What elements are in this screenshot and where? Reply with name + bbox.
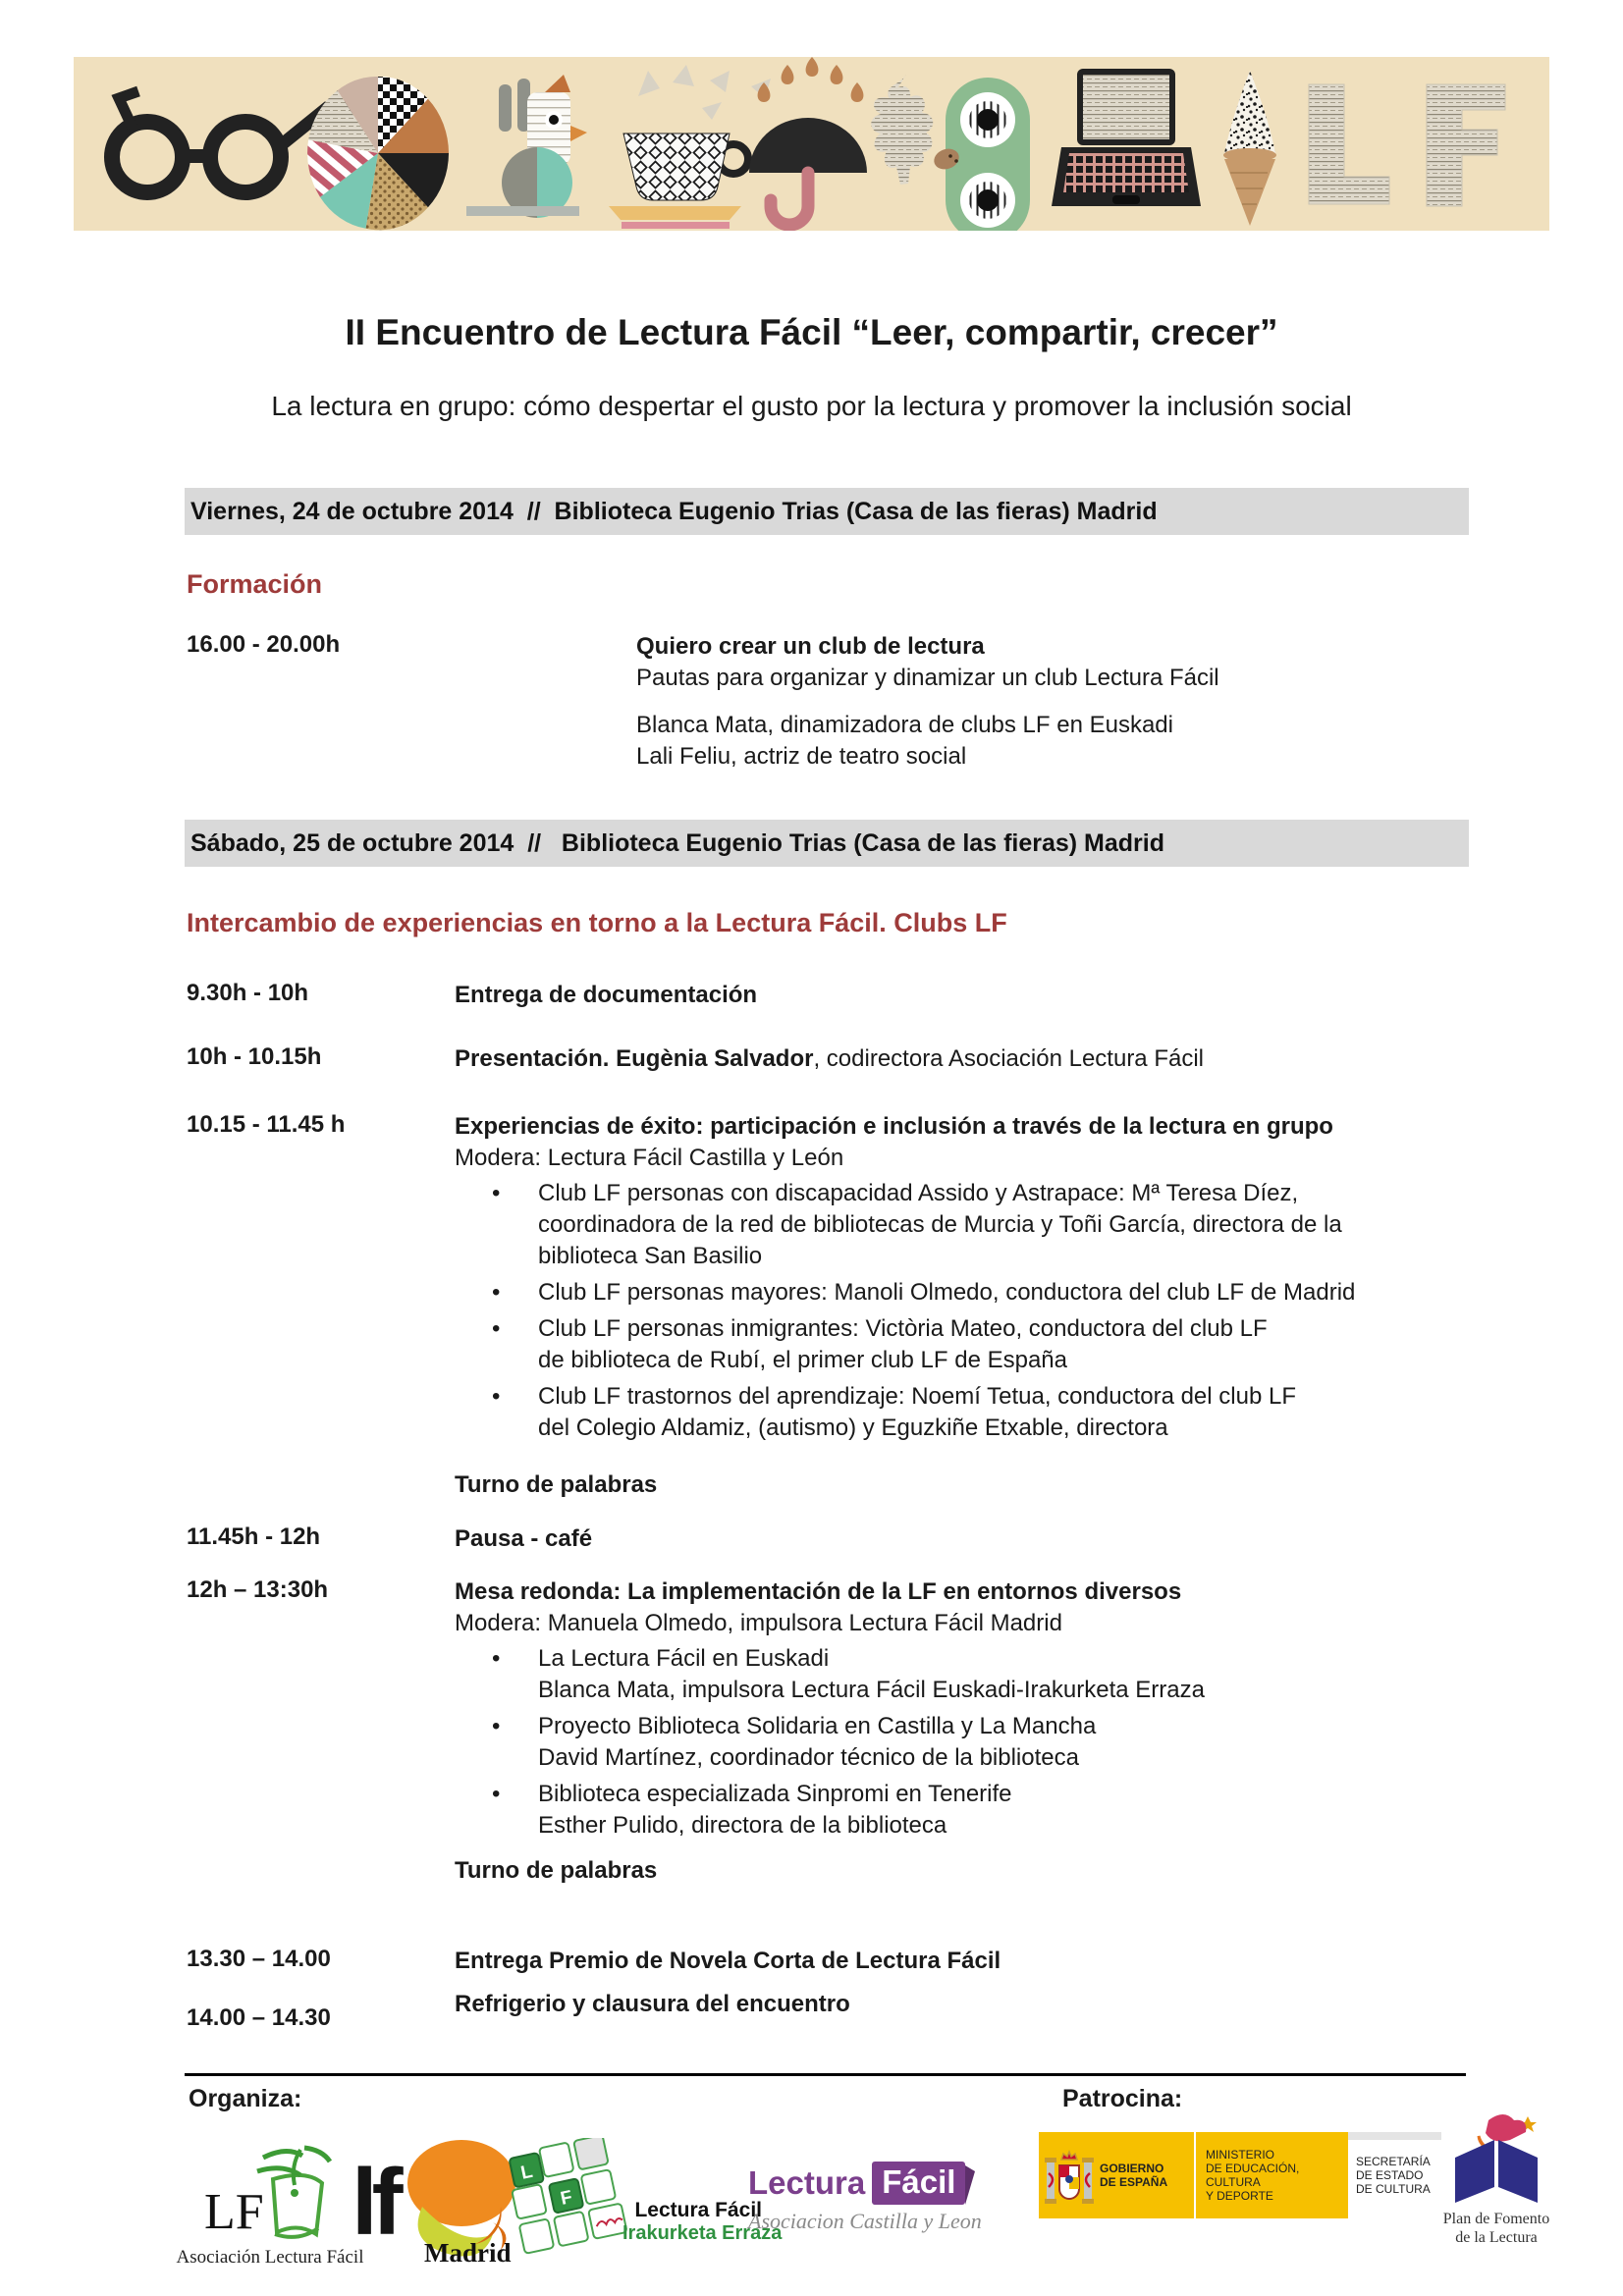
gobierno-line2: DE ESPAÑA (1100, 2175, 1168, 2189)
secretaria-line3: DE CULTURA (1356, 2182, 1431, 2196)
list-item: • Club LF personas con discapacidad Assido y Astrapace: Mª Teresa Díez, (455, 1178, 1355, 1209)
ministerio-line1: MINISTERIO (1206, 2148, 1275, 2162)
logo-lectura-facil-castilla-leon (748, 2162, 982, 2234)
session-time: 13.30 – 14.00 (187, 1946, 331, 1972)
secretaria-line2: DE ESTADO (1356, 2168, 1424, 2182)
leaf-icon (871, 75, 933, 185)
ministerio-section (1196, 2132, 1348, 2218)
logo-gobierno-espana (1039, 2132, 1441, 2218)
list-item-continuation: David Martínez, coordinador técnico de la biblioteca (538, 1744, 1079, 1771)
session-bullet-list (455, 1643, 1205, 1842)
session-speaker: Blanca Mata, dinamizadora de clubs LF en Euskadi (636, 712, 1173, 738)
cyl-word-facil-box (872, 2162, 965, 2205)
session-closing: Turno de palabras (455, 1857, 658, 1884)
list-item: • Biblioteca especializada Sinpromi en Tenerife (455, 1779, 1205, 1810)
mask-icon (931, 78, 1030, 231)
cyl-word-facil: Fácil (882, 2163, 956, 2200)
key-letter-f: F (559, 2186, 574, 2210)
session-closing: Turno de palabras (455, 1471, 658, 1498)
session-description (636, 631, 1219, 773)
session-title: Mesa redonda: La implementación de la LF en entornos diversos (455, 1578, 1182, 1605)
session-title-bold: Presentación. Eugènia Salvador (455, 1045, 814, 1072)
session-title: Quiero crear un club de lectura (636, 633, 985, 660)
collage-banner (74, 57, 1549, 231)
logo-lectura-facil-madrid (346, 2136, 532, 2269)
session-title: Entrega de documentación (455, 982, 758, 1008)
madrid-monogram: lf (352, 2150, 398, 2255)
gobierno-line1: GOBIERNO (1100, 2162, 1164, 2175)
list-item-continuation: Blanca Mata, impulsora Lectura Fácil Euskadi-Irakurketa Erraza (538, 1677, 1205, 1703)
list-item: • Club LF trastornos del aprendizaje: Noemí Tetua, conductora del club LF (455, 1381, 1355, 1413)
session-title-rest: , codirectora Asociación Lectura Fácil (813, 1045, 1204, 1072)
list-item-continuation: de biblioteca de Rubí, el primer club LF de España (538, 1347, 1067, 1373)
list-item: • La Lectura Fácil en Euskadi (455, 1643, 1205, 1675)
pie-chart-icon (307, 77, 449, 230)
section-heading-formacion: Formación (187, 569, 323, 599)
session-time: 12h – 13:30h (187, 1576, 329, 1603)
session-description (455, 980, 757, 1011)
session-title: Refrigerio y clausura del encuentro (455, 1991, 850, 2017)
cyl-caption: Asociacion Castilla y Leon (748, 2209, 982, 2233)
ice-cream-icon (1223, 71, 1276, 226)
ministerio-line2: DE EDUCACIÓN, CULTURA (1206, 2162, 1300, 2189)
key-letter-l: L (518, 2161, 535, 2184)
spain-coat-of-arms-icon (1045, 2144, 1094, 2207)
plan-caption-line1: Plan de Fomento (1442, 2211, 1550, 2227)
collage-banner-art (74, 57, 1549, 231)
session-moderator: Modera: Lectura Fácil Castilla y León (455, 1145, 844, 1171)
date-bar-day2: Sábado, 25 de octubre 2014 // Biblioteca Eugenio Trias (Casa de las fieras) Madrid (185, 820, 1469, 867)
session-time: 10h - 10.15h (187, 1043, 322, 1070)
session-speaker: Lali Feliu, actriz de teatro social (636, 743, 967, 770)
list-item: • Club LF personas mayores: Manoli Olmedo, conductora del club LF de Madrid (455, 1277, 1355, 1308)
session-bullet-list (455, 1178, 1355, 1444)
madrid-caption: Madrid (424, 2238, 512, 2268)
session-time: 9.30h - 10h (187, 980, 309, 1006)
session-time: 11.45h - 12h (187, 1523, 321, 1550)
session-description (455, 1989, 850, 2020)
irakurketa-caption-line1: Lectura Fácil (634, 2199, 762, 2221)
alf-book-outline (273, 2175, 322, 2234)
footer-divider (185, 2073, 1466, 2076)
session-description (455, 1111, 1355, 1501)
session-moderator: Modera: Manuela Olmedo, impulsora Lectura Fácil Madrid (455, 1610, 1062, 1636)
newspaper-letters-lf-icon (1309, 84, 1505, 206)
session-description (455, 1043, 1204, 1075)
list-item-continuation: del Colegio Aldamiz, (autismo) y Eguzkiñe Etxable, directora (538, 1415, 1168, 1441)
laptop-icon (1052, 69, 1201, 206)
session-time: 16.00 - 20.00h (187, 631, 341, 658)
session-description (455, 1946, 1001, 1977)
list-item-continuation: biblioteca San Basilio (538, 1243, 763, 1269)
alf-caption: Asociación Lectura Fácil (176, 2247, 364, 2268)
cyl-word-lectura: Lectura (748, 2164, 866, 2201)
session-time: 14.00 – 14.30 (187, 2004, 331, 2031)
logo-irakurketa-erraza (507, 2138, 783, 2266)
list-item-continuation: coordinadora de la red de bibliotecas de Murcia y Toñi García, directora de la (538, 1211, 1342, 1238)
logo-plan-fomento-lectura (1437, 2110, 1555, 2247)
page-subtitle: La lectura en grupo: cómo despertar el gusto por la lectura y promover la inclusión social (271, 391, 1352, 421)
patrocina-label: Patrocina: (1062, 2085, 1183, 2112)
alf-monogram: LF (204, 2184, 264, 2240)
irakurketa-caption-line2: Irakurketa Erraza (622, 2222, 783, 2244)
list-item-continuation: Esther Pulido, directora de la biblioteca (538, 1812, 947, 1839)
ministerio-line3: Y DEPORTE (1206, 2189, 1273, 2203)
session-description (455, 1576, 1205, 1887)
plan-fomento-icon (1437, 2110, 1555, 2205)
session-title: Experiencias de éxito: participación e inclusión a través de la lectura en grupo (455, 1113, 1333, 1140)
session-title (455, 1043, 1204, 1075)
plan-caption-line2: de la Lectura (1455, 2229, 1538, 2246)
session-time: 10.15 - 11.45 h (187, 1111, 346, 1138)
coffee-cup-icon (609, 65, 771, 229)
page-flip-decoration (965, 2165, 975, 2205)
session-title: Entrega Premio de Novela Corta de Lectura Fácil (455, 1948, 1001, 1974)
gobierno-section (1039, 2132, 1196, 2218)
page-title: II Encuentro de Lectura Fácil “Leer, compartir, crecer” (345, 312, 1278, 352)
session-description (455, 1523, 592, 1555)
date-bar-day1: Viernes, 24 de octubre 2014 // Biblioteca Eugenio Trias (Casa de las fieras) Madrid (185, 488, 1469, 535)
organiza-label: Organiza: (189, 2085, 302, 2112)
secretaria-section (1348, 2132, 1441, 2218)
section-heading-intercambio: Intercambio de experiencias en torno a la Lectura Fácil. Clubs LF (187, 908, 1007, 937)
secretaria-line1: SECRETARÍA (1356, 2155, 1431, 2168)
madrid-logo-icon (346, 2136, 532, 2269)
gray-strip-decoration (1348, 2132, 1441, 2140)
session-detail: Pautas para organizar y dinamizar un club Lectura Fácil (636, 665, 1219, 691)
session-title: Pausa - café (455, 1525, 593, 1552)
list-item: • Proyecto Biblioteca Solidaria en Castilla y La Mancha (455, 1711, 1205, 1742)
list-item: • Club LF personas inmigrantes: Victòria Mateo, conductora del club LF (455, 1313, 1355, 1345)
bird-icon (466, 75, 587, 218)
